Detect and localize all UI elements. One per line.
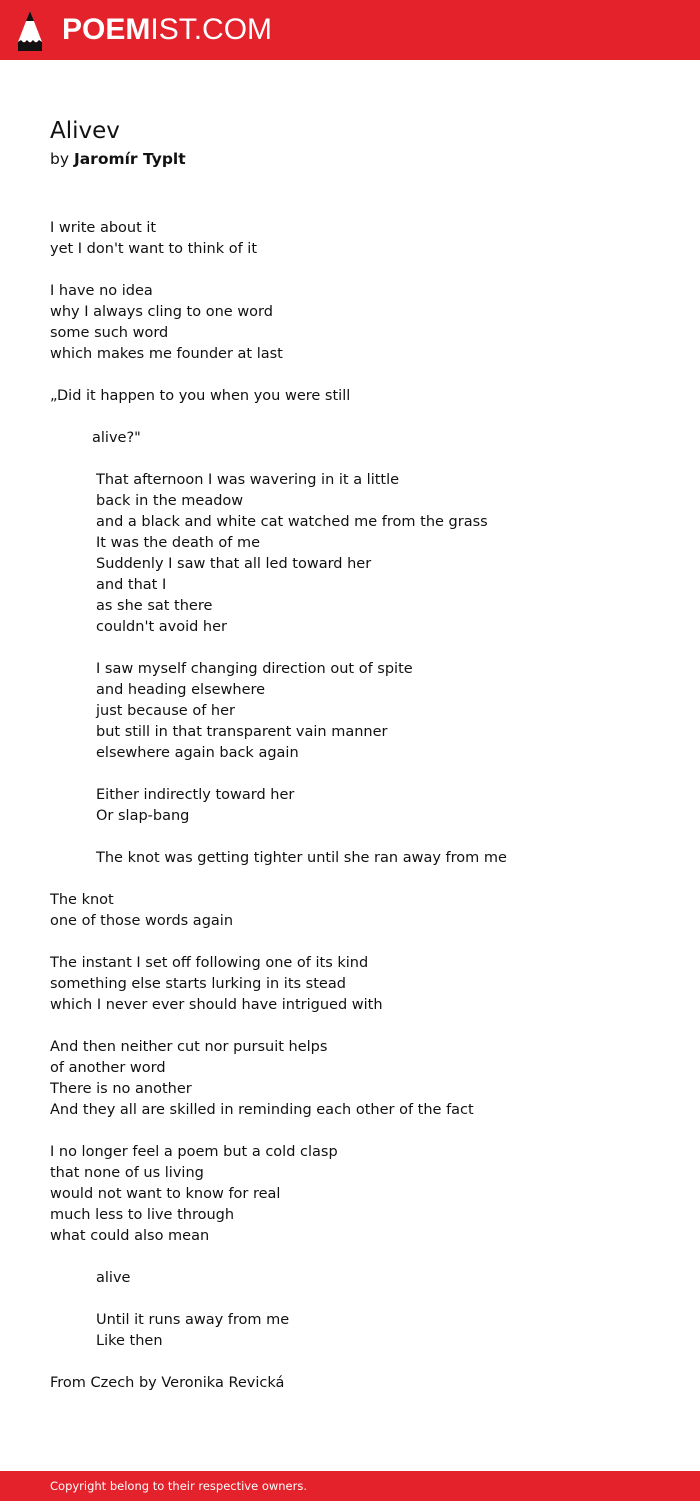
stanza-break: [50, 1121, 660, 1142]
poem-line: And then neither cut nor pursuit helps: [50, 1039, 328, 1055]
poem-line: would not want to know for real: [50, 1186, 281, 1202]
stanza-break: [50, 407, 660, 428]
by-prefix: by: [50, 150, 70, 168]
poem-line: The knot: [50, 892, 114, 908]
poem-line: Suddenly I saw that all led toward her: [96, 556, 372, 572]
stanza-break: [50, 449, 660, 470]
byline: [50, 148, 186, 170]
poem-line: that none of us living: [50, 1165, 204, 1181]
stanza-break: [50, 764, 660, 785]
stanza-break: [50, 1289, 660, 1310]
poem-line: elsewhere again back again: [96, 745, 299, 761]
poem-line: The instant I set off following one of its kind: [50, 955, 369, 971]
poem-line: alive?": [92, 430, 141, 446]
poem-line: back in the meadow: [96, 493, 244, 509]
poem-line: Like then: [96, 1333, 163, 1349]
poem-line: why I always cling to one word: [50, 304, 273, 320]
poem-line: much less to live through: [50, 1207, 235, 1223]
poem-line: Or slap-bang: [96, 808, 190, 824]
poem-line: something else starts lurking in its stead: [50, 976, 346, 992]
poem-line: That afternoon I was wavering in it a little: [96, 472, 400, 488]
poem-line: and heading elsewhere: [96, 682, 266, 698]
poem-line: From Czech by Veronika Revická: [50, 1375, 285, 1391]
poem-line: „Did it happen to you when you were still: [50, 388, 351, 404]
stanza-break: [50, 1016, 660, 1037]
poem-line: one of those words again: [50, 913, 234, 929]
stanza-break: [50, 827, 660, 848]
poem-line: of another word: [50, 1060, 166, 1076]
stanza-break: [50, 638, 660, 659]
stanza-break: [50, 869, 660, 890]
stanza-break: [50, 932, 660, 953]
poem-line: And they all are skilled in reminding each other of the fact: [50, 1102, 474, 1118]
poem-line: what could also mean: [50, 1228, 210, 1244]
poem-line: as she sat there: [96, 598, 213, 614]
poem-line: and a black and white cat watched me from the grass: [96, 514, 488, 530]
poem-title: Alivev: [50, 118, 120, 144]
author-name[interactable]: Jaromír Typlt: [73, 150, 186, 168]
poem-line: It was the death of me: [96, 535, 261, 551]
stanza-break: [50, 260, 660, 281]
poem-line: Either indirectly toward her: [96, 787, 295, 803]
poem-line: but still in that transparent vain manner: [96, 724, 388, 740]
poem-line: some such word: [50, 325, 169, 341]
poem-line: just because of her: [96, 703, 235, 719]
poem-line: which makes me founder at last: [50, 346, 283, 362]
stanza-break: [50, 365, 660, 386]
brand-bold: POEM: [62, 13, 151, 46]
poem-line: I saw myself changing direction out of spite: [96, 661, 413, 677]
pencil-tip-icon[interactable]: [17, 10, 43, 52]
poem-line: The knot was getting tighter until she ran away from me: [96, 850, 507, 866]
site-logo-text[interactable]: [62, 12, 272, 48]
poem-line: alive: [96, 1270, 131, 1286]
stanza-break: [50, 1247, 660, 1268]
poem-line: I write about it: [50, 220, 157, 236]
poem-line: I have no idea: [50, 283, 153, 299]
poem-line: There is no another: [50, 1081, 192, 1097]
brand-light: IST.COM: [150, 13, 273, 46]
poem-body: [50, 218, 660, 1394]
poem-line: yet I don't want to think of it: [50, 241, 258, 257]
site-header: [0, 0, 700, 60]
stanza-break: [50, 1352, 660, 1373]
poem-line: I no longer feel a poem but a cold clasp: [50, 1144, 338, 1160]
poem-line: Until it runs away from me: [96, 1312, 290, 1328]
site-footer: [0, 1471, 700, 1501]
poem-line: couldn't avoid her: [96, 619, 227, 635]
copyright-text: Copyright belong to their respective owners.: [50, 1479, 308, 1493]
poem-line: and that I: [96, 577, 167, 593]
poem-line: which I never ever should have intrigued with: [50, 997, 383, 1013]
